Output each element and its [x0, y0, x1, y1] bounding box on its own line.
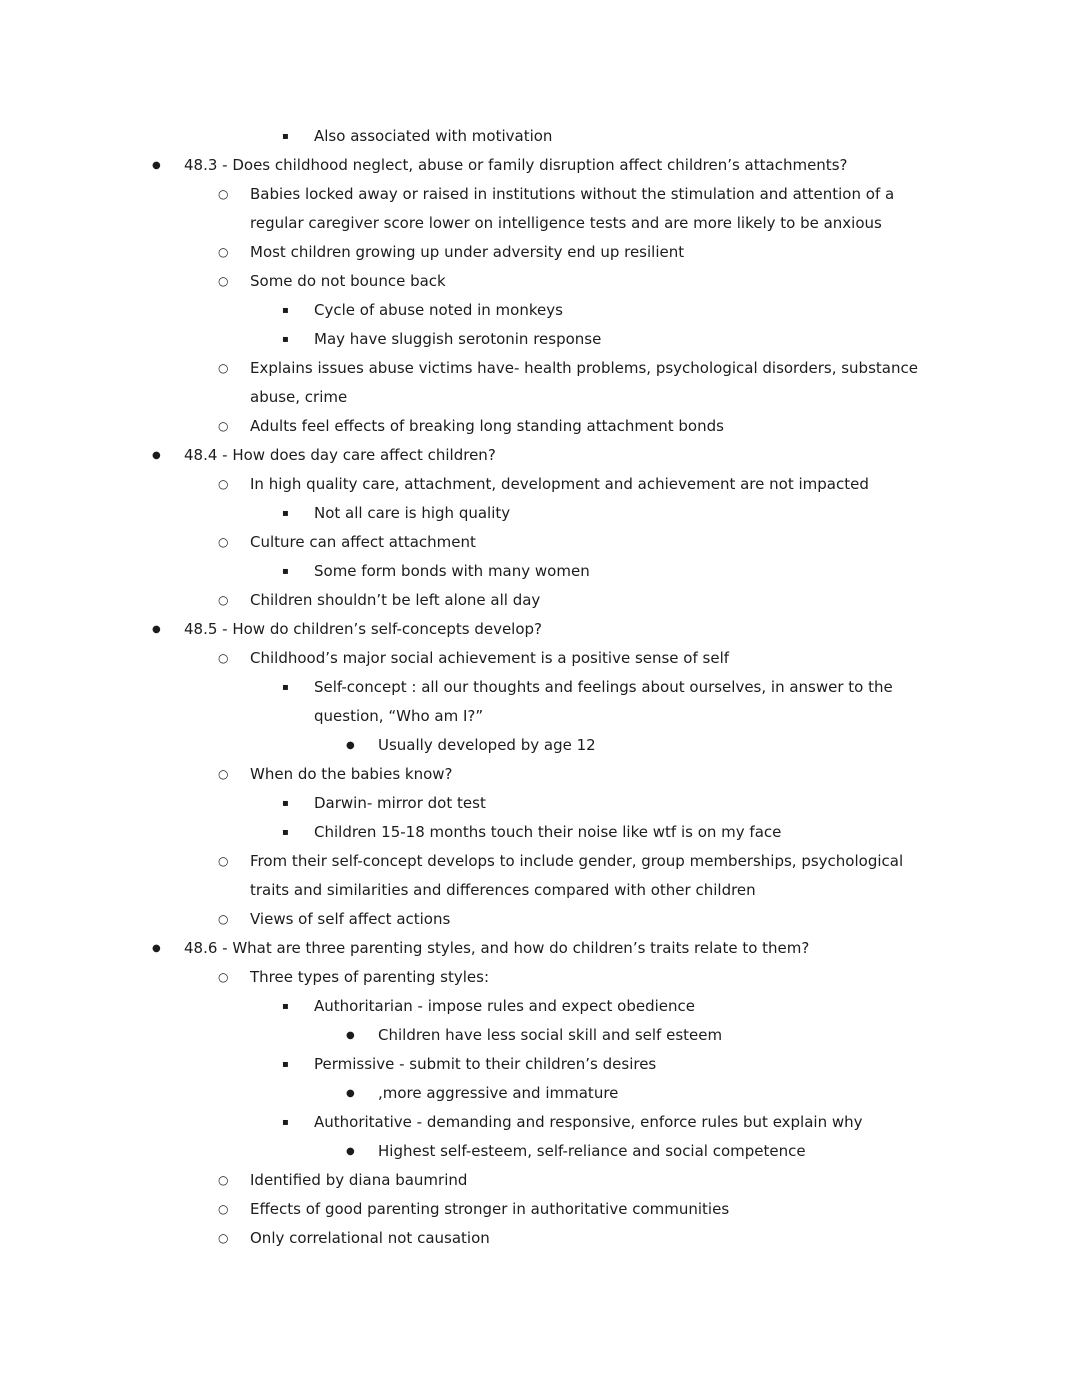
list-item [282, 499, 930, 528]
list-item-text: Culture can affect attachment [250, 533, 476, 551]
list-item [346, 1137, 930, 1166]
list-item-text: Three types of parenting styles: [250, 968, 490, 986]
list-item [218, 847, 930, 905]
list-item-text: Childhood’s major social achievement is a positive sense of self [250, 649, 730, 667]
list-item [152, 934, 930, 963]
list-item-text: Authoritarian - impose rules and expect obedience [314, 997, 695, 1015]
disc-bullet-icon: ● [152, 450, 161, 461]
list-item-text: Children 15-18 months touch their noise like wtf is on my face [314, 823, 782, 841]
list-item [282, 818, 930, 847]
list-item [152, 441, 930, 470]
circle-bullet-icon: ○ [218, 767, 229, 781]
list-item [282, 296, 930, 325]
list-item [282, 992, 930, 1021]
list-item-text: Some do not bounce back [250, 272, 446, 290]
list-item-text: Babies locked away or raised in institutions without the stimulation and attention of a regular caregiver score lower on intelligence tests and are more likely to be anxious [250, 185, 895, 232]
circle-bullet-icon: ○ [218, 970, 229, 984]
square-bullet-icon: ▪ [282, 566, 289, 577]
disc-bullet-icon: ● [152, 943, 161, 954]
list-item [346, 1079, 930, 1108]
circle-bullet-icon: ○ [218, 187, 229, 201]
list-item [282, 122, 930, 151]
list-item [218, 354, 930, 412]
list-item-text: Permissive - submit to their children’s desires [314, 1055, 657, 1073]
list-item [218, 180, 930, 238]
list-item-text: Only correlational not causation [250, 1229, 490, 1247]
circle-bullet-icon: ○ [218, 361, 229, 375]
circle-bullet-icon: ○ [218, 1202, 229, 1216]
notes-list [0, 122, 930, 1253]
list-item [218, 586, 930, 615]
circle-bullet-icon: ○ [218, 651, 229, 665]
list-item [152, 151, 930, 180]
list-item [218, 470, 930, 499]
list-item-text: 48.5 - How do children’s self-concepts develop? [184, 620, 543, 638]
list-item-text: Highest self-esteem, self-reliance and social competence [378, 1142, 806, 1160]
list-item-text: Not all care is high quality [314, 504, 511, 522]
square-bullet-icon: ▪ [282, 1117, 289, 1128]
list-item-text: Authoritative - demanding and responsive, enforce rules but explain why [314, 1113, 863, 1131]
circle-bullet-icon: ○ [218, 535, 229, 549]
list-item [218, 1166, 930, 1195]
list-item-text: 48.6 - What are three parenting styles, and how do children’s traits relate to them? [184, 939, 810, 957]
list-item [218, 412, 930, 441]
list-item [282, 789, 930, 818]
list-item [282, 1108, 930, 1137]
list-item [218, 905, 930, 934]
list-item [218, 238, 930, 267]
list-item-text: Explains issues abuse victims have- health problems, psychological disorders, substance abuse, crime [250, 359, 918, 406]
circle-bullet-icon: ○ [218, 419, 229, 433]
disc-bullet-icon: ● [346, 740, 355, 751]
list-item [346, 1021, 930, 1050]
circle-bullet-icon: ○ [218, 912, 229, 926]
circle-bullet-icon: ○ [218, 593, 229, 607]
circle-bullet-icon: ○ [218, 1173, 229, 1187]
list-item [218, 963, 930, 992]
list-item-text: Self-concept : all our thoughts and feelings about ourselves, in answer to the question, “Who am I?” [314, 678, 893, 725]
list-item-text: Effects of good parenting stronger in authoritative communities [250, 1200, 730, 1218]
disc-bullet-icon: ● [346, 1088, 355, 1099]
list-item-text: When do the babies know? [250, 765, 453, 783]
list-item-text: Adults feel effects of breaking long standing attachment bonds [250, 417, 724, 435]
list-item [218, 1195, 930, 1224]
circle-bullet-icon: ○ [218, 477, 229, 491]
disc-bullet-icon: ● [152, 160, 161, 171]
list-item-text: 48.4 - How does day care affect children? [184, 446, 496, 464]
list-item-text: Cycle of abuse noted in monkeys [314, 301, 563, 319]
list-item-text: From their self-concept develops to include gender, group memberships, psychological traits and similarities and differences compared with other children [250, 852, 904, 899]
disc-bullet-icon: ● [346, 1146, 355, 1157]
disc-bullet-icon: ● [152, 624, 161, 635]
list-item-text: Identified by diana baumrind [250, 1171, 468, 1189]
list-item [218, 760, 930, 789]
list-item-text: Also associated with motivation [314, 127, 553, 145]
list-item [282, 557, 930, 586]
list-item [282, 1050, 930, 1079]
square-bullet-icon: ▪ [282, 682, 289, 693]
square-bullet-icon: ▪ [282, 827, 289, 838]
list-item-text: Views of self affect actions [250, 910, 451, 928]
list-item [218, 267, 930, 296]
circle-bullet-icon: ○ [218, 245, 229, 259]
circle-bullet-icon: ○ [218, 274, 229, 288]
disc-bullet-icon: ● [346, 1030, 355, 1041]
list-item [152, 615, 930, 644]
list-item [218, 1224, 930, 1253]
list-item [282, 325, 930, 354]
circle-bullet-icon: ○ [218, 854, 229, 868]
list-item-text: Children have less social skill and self esteem [378, 1026, 723, 1044]
list-item-text: Some form bonds with many women [314, 562, 590, 580]
list-item-text: ,more aggressive and immature [378, 1084, 619, 1102]
list-item-text: In high quality care, attachment, development and achievement are not impacted [250, 475, 869, 493]
square-bullet-icon: ▪ [282, 334, 289, 345]
list-item-text: Darwin- mirror dot test [314, 794, 486, 812]
list-item-text: Most children growing up under adversity end up resilient [250, 243, 685, 261]
list-item-text: May have sluggish serotonin response [314, 330, 602, 348]
list-item-text: 48.3 - Does childhood neglect, abuse or family disruption affect children’s attachments? [184, 156, 848, 174]
list-item-text: Children shouldn’t be left alone all day [250, 591, 541, 609]
list-item [282, 673, 930, 731]
list-item [218, 528, 930, 557]
list-item-text: Usually developed by age 12 [378, 736, 596, 754]
square-bullet-icon: ▪ [282, 508, 289, 519]
square-bullet-icon: ▪ [282, 1059, 289, 1070]
list-item [346, 731, 930, 760]
circle-bullet-icon: ○ [218, 1231, 229, 1245]
list-item [218, 644, 930, 673]
square-bullet-icon: ▪ [282, 305, 289, 316]
square-bullet-icon: ▪ [282, 798, 289, 809]
square-bullet-icon: ▪ [282, 1001, 289, 1012]
square-bullet-icon: ▪ [282, 131, 289, 142]
